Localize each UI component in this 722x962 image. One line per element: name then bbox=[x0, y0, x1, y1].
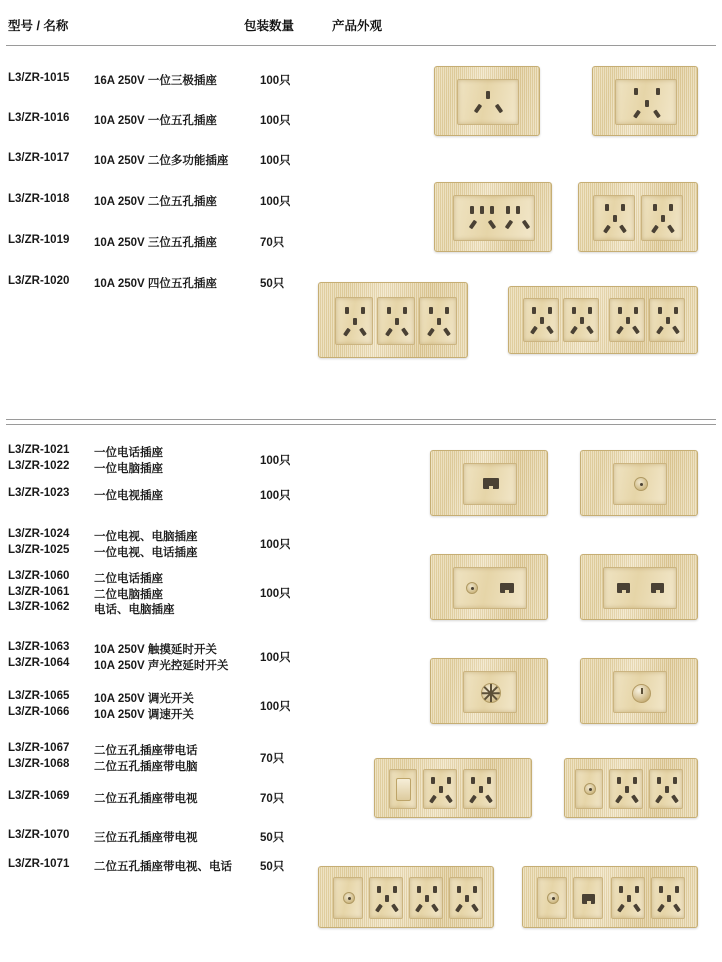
socket-face bbox=[609, 298, 645, 342]
socket-hole bbox=[455, 904, 462, 913]
socket-hole bbox=[343, 328, 350, 337]
socket-hole bbox=[618, 307, 622, 314]
socket-face bbox=[453, 195, 535, 241]
row-quantity: 70只 bbox=[260, 237, 285, 249]
product-image-1020 bbox=[508, 286, 698, 354]
socket-hole bbox=[474, 104, 482, 114]
socket-hole bbox=[473, 886, 477, 893]
row-model: L3/ZR-1021 bbox=[8, 444, 70, 456]
row-name: 一位电话插座 bbox=[94, 447, 163, 459]
jack-face bbox=[333, 877, 363, 919]
socket-hole bbox=[377, 886, 381, 893]
row-model: L3/ZR-1018 bbox=[8, 193, 70, 205]
socket-hole bbox=[516, 206, 520, 214]
socket-face bbox=[649, 298, 685, 342]
product-image-1017 bbox=[434, 182, 552, 252]
socket-hole bbox=[469, 220, 477, 230]
socket-hole bbox=[632, 326, 639, 335]
jack-face bbox=[573, 877, 603, 919]
socket-hole bbox=[471, 777, 475, 784]
socket-hole bbox=[673, 904, 680, 913]
product-image-1022 bbox=[580, 450, 698, 516]
socket-face bbox=[423, 769, 457, 809]
socket-face bbox=[641, 195, 683, 241]
socket-hole bbox=[403, 307, 407, 314]
socket-hole bbox=[572, 307, 576, 314]
socket-hole bbox=[619, 886, 623, 893]
row-model: L3/ZR-1063 bbox=[8, 641, 70, 653]
row-name-tertiary: 电话、电脑插座 bbox=[94, 604, 175, 616]
product-image-1019 bbox=[318, 282, 468, 358]
socket-hole bbox=[659, 886, 663, 893]
row-name-secondary: 二位电脑插座 bbox=[94, 589, 163, 601]
socket-hole bbox=[530, 326, 537, 335]
socket-hole bbox=[387, 307, 391, 314]
switch-face bbox=[613, 671, 667, 713]
product-image-1060 bbox=[580, 554, 698, 620]
rocker-switch[interactable] bbox=[396, 778, 411, 801]
socket-face bbox=[615, 79, 677, 125]
tv-jack bbox=[547, 892, 559, 904]
row-model: L3/ZR-1069 bbox=[8, 790, 70, 802]
row-model: L3/ZR-1016 bbox=[8, 112, 70, 124]
socket-hole bbox=[625, 786, 629, 793]
row-model: L3/ZR-1065 bbox=[8, 690, 70, 702]
product-image-1067 bbox=[374, 758, 532, 818]
row-quantity: 100只 bbox=[260, 701, 291, 713]
row-name: 10A 250V 调光开关 bbox=[94, 693, 194, 705]
socket-face bbox=[377, 297, 415, 345]
socket-hole bbox=[656, 88, 660, 95]
column-header-appearance: 产品外观 bbox=[332, 19, 383, 33]
socket-hole bbox=[445, 795, 452, 804]
socket-hole bbox=[588, 307, 592, 314]
socket-face bbox=[419, 297, 457, 345]
socket-hole bbox=[393, 886, 397, 893]
socket-hole bbox=[657, 777, 661, 784]
row-quantity: 70只 bbox=[260, 793, 285, 805]
socket-hole bbox=[570, 326, 577, 335]
row-model: L3/ZR-1070 bbox=[8, 829, 70, 841]
socket-hole bbox=[345, 307, 349, 314]
product-image-1015 bbox=[434, 66, 540, 136]
socket-face bbox=[651, 877, 685, 919]
row-model: L3/ZR-1060 bbox=[8, 570, 70, 582]
row-name-secondary: 二位五孔插座带电脑 bbox=[94, 761, 198, 773]
socket-hole bbox=[656, 326, 663, 335]
row-quantity: 50只 bbox=[260, 861, 285, 873]
jack-face bbox=[463, 463, 517, 505]
tv-jack-pin bbox=[348, 897, 351, 900]
row-name: 10A 250V 四位五孔插座 bbox=[94, 278, 217, 290]
socket-hole bbox=[431, 777, 435, 784]
socket-hole bbox=[675, 886, 679, 893]
socket-hole bbox=[626, 317, 630, 324]
row-model: L3/ZR-1020 bbox=[8, 275, 70, 287]
header-divider bbox=[6, 45, 716, 46]
socket-hole bbox=[505, 220, 513, 230]
row-model-secondary: L3/ZR-1022 bbox=[8, 460, 70, 472]
socket-face bbox=[609, 769, 643, 809]
socket-hole bbox=[671, 795, 678, 804]
socket-hole bbox=[666, 317, 670, 324]
rj-slot bbox=[500, 583, 514, 593]
row-name: 二位电话插座 bbox=[94, 573, 163, 585]
product-image-1016 bbox=[592, 66, 698, 136]
row-name: 16A 250V 一位三极插座 bbox=[94, 75, 217, 87]
row-model-secondary: L3/ZR-1025 bbox=[8, 544, 70, 556]
product-image-1063 bbox=[430, 658, 548, 724]
socket-hole bbox=[631, 795, 638, 804]
socket-hole bbox=[603, 225, 610, 234]
socket-hole bbox=[465, 895, 469, 902]
row-model: L3/ZR-1071 bbox=[8, 858, 70, 870]
socket-hole bbox=[457, 886, 461, 893]
dimmer-notch bbox=[641, 688, 643, 694]
socket-hole bbox=[617, 904, 624, 913]
socket-hole bbox=[615, 795, 622, 804]
socket-hole bbox=[443, 328, 450, 337]
socket-hole bbox=[613, 215, 617, 222]
product-image-1018 bbox=[578, 182, 698, 252]
socket-hole bbox=[672, 326, 679, 335]
row-model-secondary: L3/ZR-1064 bbox=[8, 657, 70, 669]
row-name: 10A 250V 二位多功能插座 bbox=[94, 155, 229, 167]
socket-hole bbox=[546, 326, 553, 335]
dimmer-knob bbox=[632, 684, 651, 703]
rj-tab bbox=[656, 590, 660, 593]
socket-hole bbox=[486, 91, 490, 99]
product-image-1071 bbox=[522, 866, 698, 928]
rj-tab bbox=[489, 486, 493, 489]
socket-hole bbox=[429, 795, 436, 804]
socket-hole bbox=[657, 904, 664, 913]
socket-hole bbox=[490, 206, 494, 214]
socket-hole bbox=[605, 204, 609, 211]
socket-hole bbox=[359, 328, 366, 337]
socket-hole bbox=[385, 328, 392, 337]
socket-face bbox=[523, 298, 559, 342]
row-name: 一位电视插座 bbox=[94, 490, 163, 502]
socket-hole bbox=[391, 904, 398, 913]
socket-hole bbox=[429, 307, 433, 314]
socket-face bbox=[611, 877, 645, 919]
row-model: L3/ZR-1067 bbox=[8, 742, 70, 754]
socket-hole bbox=[385, 895, 389, 902]
tv-jack-pin bbox=[471, 587, 474, 590]
row-quantity: 100只 bbox=[260, 75, 291, 87]
socket-hole bbox=[661, 215, 665, 222]
socket-hole bbox=[437, 318, 441, 325]
row-quantity: 100只 bbox=[260, 539, 291, 551]
socket-hole bbox=[417, 886, 421, 893]
jack-face bbox=[603, 567, 677, 609]
socket-face bbox=[563, 298, 599, 342]
socket-hole bbox=[627, 895, 631, 902]
product-image-1070 bbox=[318, 866, 494, 928]
row-name: 二位五孔插座带电视、电话 bbox=[94, 861, 232, 873]
switch-face bbox=[463, 671, 517, 713]
row-quantity: 100只 bbox=[260, 155, 291, 167]
row-model: L3/ZR-1023 bbox=[8, 487, 70, 499]
socket-hole bbox=[470, 206, 474, 214]
socket-hole bbox=[580, 317, 584, 324]
jack-face bbox=[613, 463, 667, 505]
socket-hole bbox=[480, 206, 484, 214]
socket-hole bbox=[633, 777, 637, 784]
row-model: L3/ZR-1019 bbox=[8, 234, 70, 246]
socket-hole bbox=[673, 777, 677, 784]
row-name: 二位五孔插座带电视 bbox=[94, 793, 198, 805]
row-name: 二位五孔插座带电话 bbox=[94, 745, 198, 757]
tv-jack bbox=[584, 783, 596, 795]
row-model-secondary: L3/ZR-1068 bbox=[8, 758, 70, 770]
row-name-secondary: 10A 250V 声光控延时开关 bbox=[94, 660, 229, 672]
socket-hole bbox=[634, 307, 638, 314]
socket-hole bbox=[665, 786, 669, 793]
socket-hole bbox=[375, 904, 382, 913]
row-model-tertiary: L3/ZR-1062 bbox=[8, 601, 70, 613]
row-quantity: 100只 bbox=[260, 455, 291, 467]
row-name: 10A 250V 二位五孔插座 bbox=[94, 196, 217, 208]
row-name-secondary: 一位电视、电话插座 bbox=[94, 547, 198, 559]
socket-hole bbox=[353, 318, 357, 325]
rj-slot bbox=[483, 478, 499, 489]
socket-hole bbox=[653, 204, 657, 211]
rj-slot bbox=[651, 583, 664, 593]
socket-hole bbox=[485, 795, 492, 804]
row-model: L3/ZR-1017 bbox=[8, 152, 70, 164]
row-name: 10A 250V 触摸延时开关 bbox=[94, 644, 217, 656]
socket-hole bbox=[619, 225, 626, 234]
socket-face bbox=[449, 877, 483, 919]
product-image-1069 bbox=[564, 758, 698, 818]
table-row bbox=[0, 829, 722, 849]
socket-hole bbox=[395, 318, 399, 325]
socket-face bbox=[335, 297, 373, 345]
socket-hole bbox=[548, 307, 552, 314]
column-header-model: 型号 / 名称 bbox=[8, 19, 69, 33]
row-name: 一位电视、电脑插座 bbox=[94, 531, 198, 543]
switch-face bbox=[389, 769, 417, 809]
row-name: 10A 250V 三位五孔插座 bbox=[94, 237, 217, 249]
jack-face bbox=[575, 769, 603, 809]
table-header bbox=[0, 0, 722, 46]
socket-hole bbox=[415, 904, 422, 913]
touch-sensor-icon bbox=[481, 683, 501, 703]
socket-hole bbox=[667, 225, 674, 234]
row-quantity: 50只 bbox=[260, 832, 285, 844]
jack-face bbox=[537, 877, 567, 919]
row-quantity: 70只 bbox=[260, 753, 285, 765]
socket-hole bbox=[447, 777, 451, 784]
socket-hole bbox=[658, 307, 662, 314]
socket-hole bbox=[540, 317, 544, 324]
socket-face bbox=[649, 769, 683, 809]
socket-hole bbox=[433, 886, 437, 893]
rj-tab bbox=[505, 590, 509, 593]
socket-hole bbox=[667, 895, 671, 902]
column-header-quantity: 包装数量 bbox=[244, 19, 295, 33]
socket-hole bbox=[633, 110, 640, 119]
row-quantity: 100只 bbox=[260, 490, 291, 502]
socket-hole bbox=[522, 220, 530, 230]
socket-hole bbox=[361, 307, 365, 314]
tv-jack-pin bbox=[589, 788, 592, 791]
rj-tab bbox=[587, 901, 591, 904]
rj-slot bbox=[617, 583, 630, 593]
product-image-1024 bbox=[430, 554, 548, 620]
jack-face bbox=[453, 567, 527, 609]
socket-hole bbox=[487, 777, 491, 784]
socket-hole bbox=[425, 895, 429, 902]
socket-hole bbox=[651, 225, 658, 234]
row-quantity: 50只 bbox=[260, 278, 285, 290]
socket-hole bbox=[633, 904, 640, 913]
tv-jack bbox=[634, 477, 648, 491]
row-name: 三位五孔插座带电视 bbox=[94, 832, 198, 844]
socket-hole bbox=[621, 204, 625, 211]
socket-hole bbox=[431, 904, 438, 913]
socket-hole bbox=[471, 904, 478, 913]
socket-hole bbox=[488, 220, 496, 230]
tv-jack bbox=[343, 892, 355, 904]
row-name: 10A 250V 一位五孔插座 bbox=[94, 115, 217, 127]
row-quantity: 100只 bbox=[260, 196, 291, 208]
socket-face bbox=[457, 79, 519, 125]
socket-hole bbox=[635, 886, 639, 893]
socket-face bbox=[409, 877, 443, 919]
socket-hole bbox=[634, 88, 638, 95]
row-quantity: 100只 bbox=[260, 115, 291, 127]
socket-hole bbox=[655, 795, 662, 804]
section-divider-top bbox=[6, 419, 716, 420]
socket-hole bbox=[586, 326, 593, 335]
tv-jack-pin bbox=[552, 897, 555, 900]
socket-hole bbox=[532, 307, 536, 314]
socket-hole bbox=[445, 307, 449, 314]
rj-slot bbox=[582, 894, 595, 904]
section-divider-bottom bbox=[6, 424, 716, 425]
socket-hole bbox=[506, 206, 510, 214]
socket-hole bbox=[495, 104, 503, 114]
row-name-secondary: 10A 250V 调速开关 bbox=[94, 709, 194, 721]
socket-hole bbox=[616, 326, 623, 335]
tv-jack bbox=[466, 582, 478, 594]
socket-hole bbox=[469, 795, 476, 804]
socket-hole bbox=[674, 307, 678, 314]
socket-hole bbox=[401, 328, 408, 337]
row-model: L3/ZR-1024 bbox=[8, 528, 70, 540]
socket-hole bbox=[653, 110, 660, 119]
socket-hole bbox=[439, 786, 443, 793]
product-image-1065 bbox=[580, 658, 698, 724]
socket-hole bbox=[669, 204, 673, 211]
row-name-secondary: 一位电脑插座 bbox=[94, 463, 163, 475]
socket-hole bbox=[479, 786, 483, 793]
row-quantity: 100只 bbox=[260, 652, 291, 664]
socket-hole bbox=[427, 328, 434, 337]
socket-face bbox=[593, 195, 635, 241]
row-model: L3/ZR-1015 bbox=[8, 72, 70, 84]
tv-jack-pin bbox=[640, 483, 643, 486]
rj-tab bbox=[622, 590, 626, 593]
product-image-1021 bbox=[430, 450, 548, 516]
row-model-secondary: L3/ZR-1066 bbox=[8, 706, 70, 718]
row-model-secondary: L3/ZR-1061 bbox=[8, 586, 70, 598]
socket-hole bbox=[617, 777, 621, 784]
socket-face bbox=[463, 769, 497, 809]
socket-face bbox=[369, 877, 403, 919]
row-quantity: 100只 bbox=[260, 588, 291, 600]
socket-hole bbox=[645, 100, 649, 107]
